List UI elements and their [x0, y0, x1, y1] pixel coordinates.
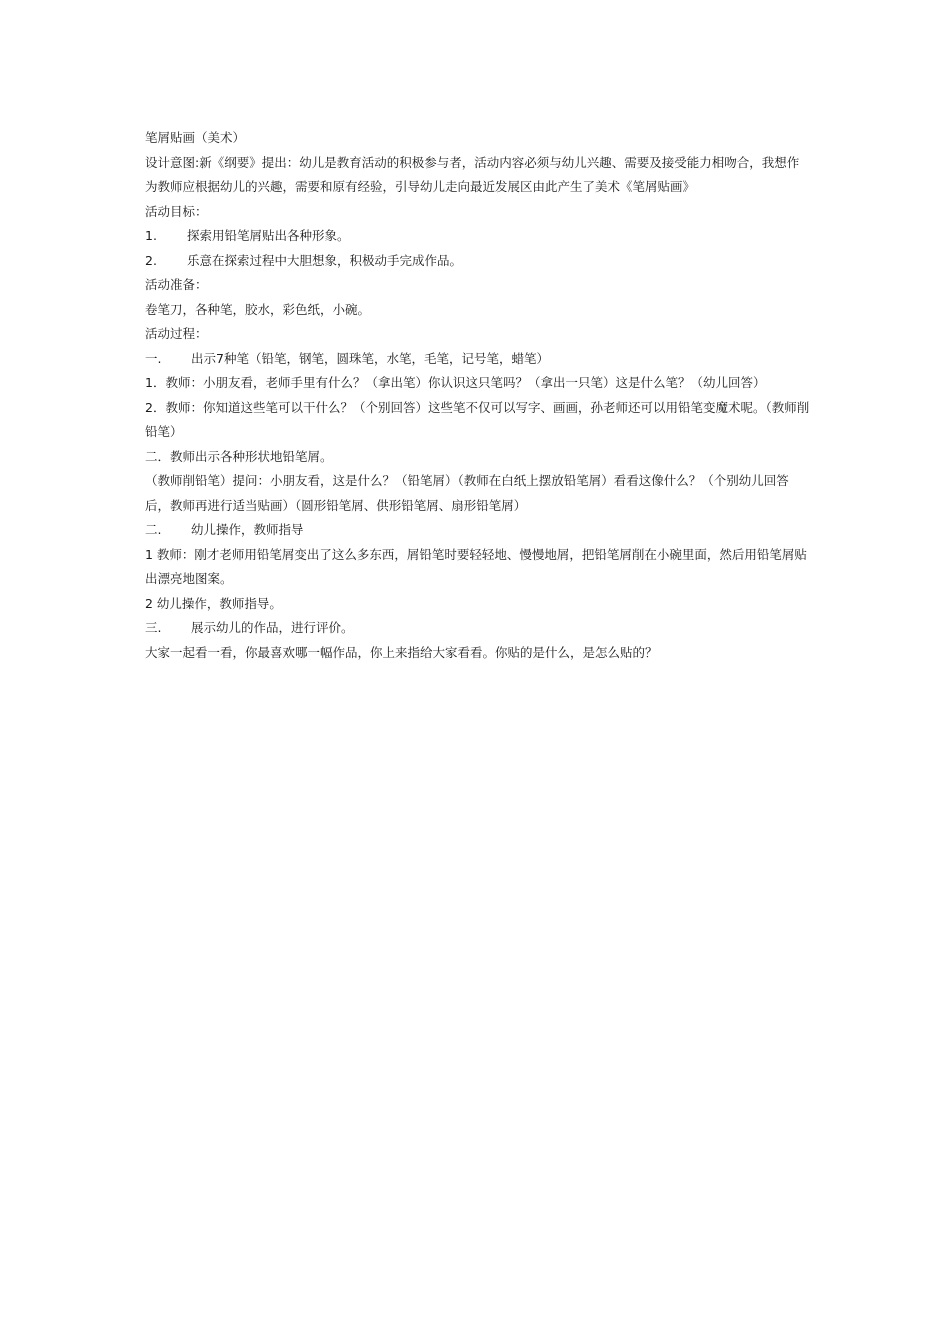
closing-paragraph: 大家一起看一看，你最喜欢哪一幅作品，你上来指给大家看看。你贴的是什么，是怎么贴的？ — [145, 644, 658, 660]
prep-materials: 卷笔刀，各种笔，胶水，彩色纸，小碗。 — [145, 301, 371, 317]
step-2-item-1: 1 教师：刚才老师用铅笔屑变出了这么多东西，屑铅笔时要轻轻地、慢慢地屑，把铅笔屑削在小碗里面，然后用铅笔屑贴出漂亮地图案。 — [145, 546, 807, 586]
process-heading: 活动过程： — [145, 326, 208, 341]
prep-heading: 活动准备： — [145, 277, 208, 292]
document-page — [145, 126, 810, 665]
step-text: 出示7种笔（铅笔，钢笔，圆珠笔，水笔，毛笔，记号笔，蜡笔） — [191, 350, 549, 366]
design-intent-paragraph: 设计意图:新《纲要》提出：幼儿是教育活动的积极参与者，活动内容必须与幼儿兴趣、需要及接受能力相吻合，我想作为教师应根据幼儿的兴趣，需要和原有经验，引导幼儿走向最近发展区由此产生了美术《笔屑贴画》 — [145, 154, 800, 194]
step-number: 一. — [145, 350, 162, 366]
document-title: 笔屑贴画（美术） — [145, 130, 246, 145]
step-2-item-2: 2 幼儿操作，教师指导。 — [145, 595, 282, 611]
goal-item-1 — [145, 224, 810, 249]
process-step-1 — [145, 347, 810, 372]
step-1-substep-detail: （教师削铅笔）提问：小朋友看，这是什么？（铅笔屑）（教师在白纸上摆放铅笔屑）看看这像什么？（个别幼儿回答后，教师再进行适当贴画）（圆形铅笔屑、供形铅笔屑、扇形铅笔屑） — [145, 473, 789, 513]
goal-item-2 — [145, 249, 810, 274]
step-1-item-1: 1．教师：小朋友看，老师手里有什么？（拿出笔）你认识这只笔吗？（拿出一只笔）这是什么笔？（幼儿回答） — [145, 375, 766, 390]
goal-text: 乐意在探索过程中大胆想象，积极动手完成作品。 — [187, 252, 463, 268]
step-1-substep: 二．教师出示各种形状地铅笔屑。 — [145, 448, 333, 464]
step-text: 幼儿操作，教师指导 — [191, 522, 304, 537]
step-1-item-2: 2．教师：你知道这些笔可以干什么？（个别回答）这些笔不仅可以写字、画画，孙老师还可以用铅笔变魔术呢。（教师削铅笔） — [145, 399, 810, 439]
process-step-2 — [145, 518, 810, 543]
goal-number: 2. — [145, 252, 157, 268]
process-step-3 — [145, 616, 810, 641]
goal-number: 1. — [145, 228, 157, 243]
step-number: 二. — [145, 522, 162, 537]
goals-heading: 活动目标： — [145, 203, 208, 219]
goal-text: 探索用铅笔屑贴出各种形象。 — [187, 228, 350, 243]
step-text: 展示幼儿的作品，进行评价。 — [191, 620, 354, 635]
step-number: 三. — [145, 620, 162, 635]
